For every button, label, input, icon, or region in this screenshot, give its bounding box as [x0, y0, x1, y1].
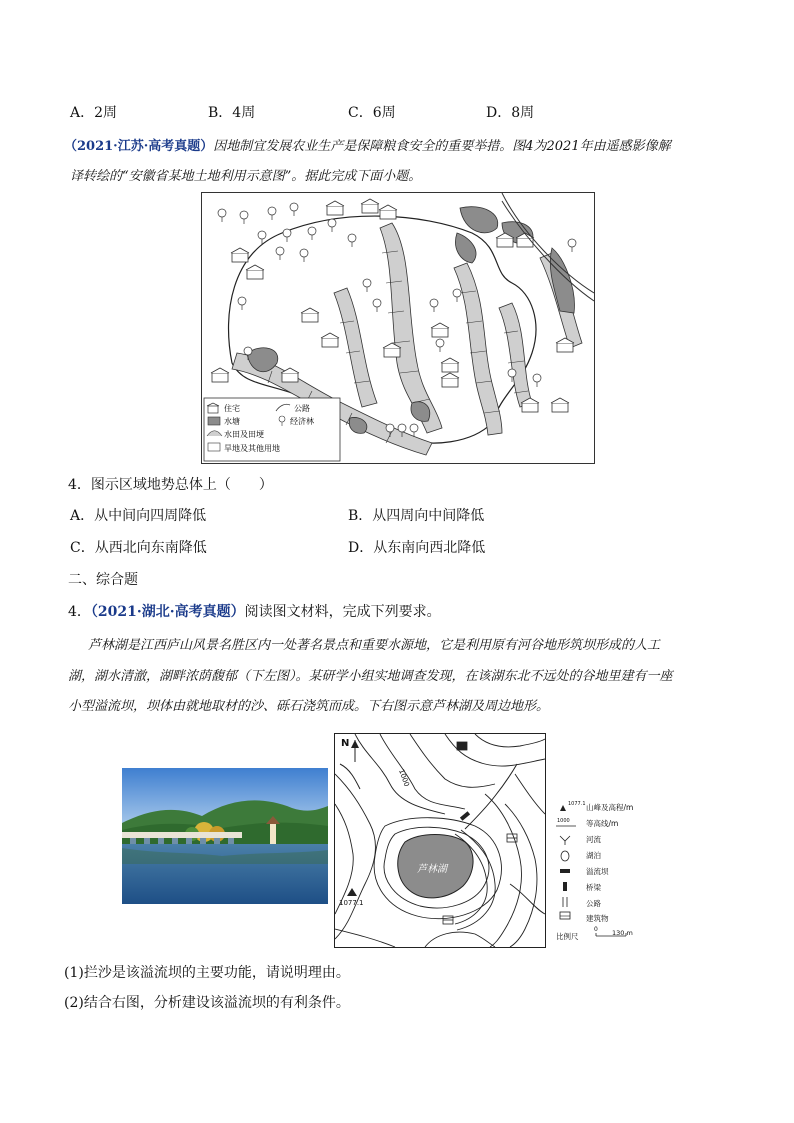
q4b-source: （2021·湖北·高考真题） [90, 604, 245, 620]
land-use-map [201, 192, 595, 464]
legend-scale-value: 130 m [612, 929, 633, 937]
legend-dryland: 旱地及其他用地 [224, 444, 280, 453]
legend-scale: 比例尺 [556, 932, 579, 941]
legend-scale-zero: 0 [594, 926, 598, 933]
land-use-map-svg [202, 193, 594, 463]
q3-option-b: B．4周 [208, 105, 256, 121]
q4-intro-line2: 译转绘的“安徽省某地土地利用示意图”。据此完成下面小题。 [70, 169, 422, 184]
legend-river: 河流 [586, 835, 601, 844]
contour-label: 1000 [397, 768, 411, 788]
q4-intro-text1: 因地制宜发展农业生产是保障粮食安全的重要举措。图4为2021年由遥感影像解 [213, 139, 671, 154]
q4-option-c: C．从西北向东南降低 [70, 540, 207, 556]
legend-building: 建筑物 [586, 914, 609, 923]
q4b-para-line1: 芦林湖是江西庐山风景名胜区内一处著名景点和重要水源地，它是利用原有河谷地形筑坝形成的人工 [88, 638, 661, 653]
q4b-para-line2: 湖，湖水清澈，湖畔浓荫馥郁（下左图）。某研学小组实地调查发现，在该湖东北不远处的谷地里建有一座 [68, 669, 673, 684]
legend-pond: 水塘 [224, 417, 240, 426]
q4b-number: 4． [68, 604, 91, 620]
legend-road: 公路 [294, 404, 310, 413]
q3-option-a: A．2周 [70, 105, 118, 121]
legend-contour: 等高线/m [586, 819, 619, 828]
q4b-sub1: (1)拦沙是该溢流坝的主要功能，请说明理由。 [64, 965, 350, 981]
legend-bridge: 桥梁 [586, 883, 601, 892]
legend-dam: 溢流坝 [586, 867, 609, 876]
legend-peak-sample: 1077.1 [568, 801, 586, 807]
legend-lake: 湖泊 [586, 851, 601, 860]
q3-option-c: C．6周 [348, 105, 396, 121]
q3-option-d: D．8周 [486, 105, 535, 121]
q4b-para-line3: 小型溢流坝，坝体由就地取材的沙、砾石浇筑而成。下右图示意芦林湖及周边地形。 [68, 699, 550, 714]
q4-source: （2021·江苏·高考真题） [64, 139, 214, 154]
north-label: N [341, 738, 350, 749]
q4-intro-line1 [64, 135, 671, 154]
q4-stem: 4．图示区域地势总体上（ ） [68, 477, 273, 493]
q4b-lead: 阅读图文材料，完成下列要求。 [244, 604, 441, 620]
q4-option-a: A．从中间向四周降低 [70, 508, 207, 524]
section-title: 二、综合题 [68, 572, 138, 588]
q4-option-b: B．从四周向中间降低 [348, 508, 485, 524]
legend-paddy: 水田及田埂 [224, 430, 264, 439]
terrain-map-svg [335, 734, 545, 947]
lulin-terrain-map [334, 733, 546, 948]
legend-road: 公路 [586, 899, 601, 908]
lulin-lake-photo [122, 768, 328, 904]
legend-forest: 经济林 [290, 417, 314, 426]
q4b-heading [68, 601, 441, 621]
q4-option-d: D．从东南向西北降低 [348, 540, 486, 556]
legend-house: 住宅 [224, 404, 240, 413]
lake-label: 芦林湖 [417, 864, 447, 875]
peak-label: 1077.1 [339, 899, 364, 907]
legend-peak: 山峰及高程/m [586, 803, 634, 812]
terrain-legend [552, 800, 672, 950]
q4b-sub2: (2)结合右图，分析建设该溢流坝的有利条件。 [64, 995, 350, 1011]
legend-contour-sample: 1000 [557, 818, 570, 824]
